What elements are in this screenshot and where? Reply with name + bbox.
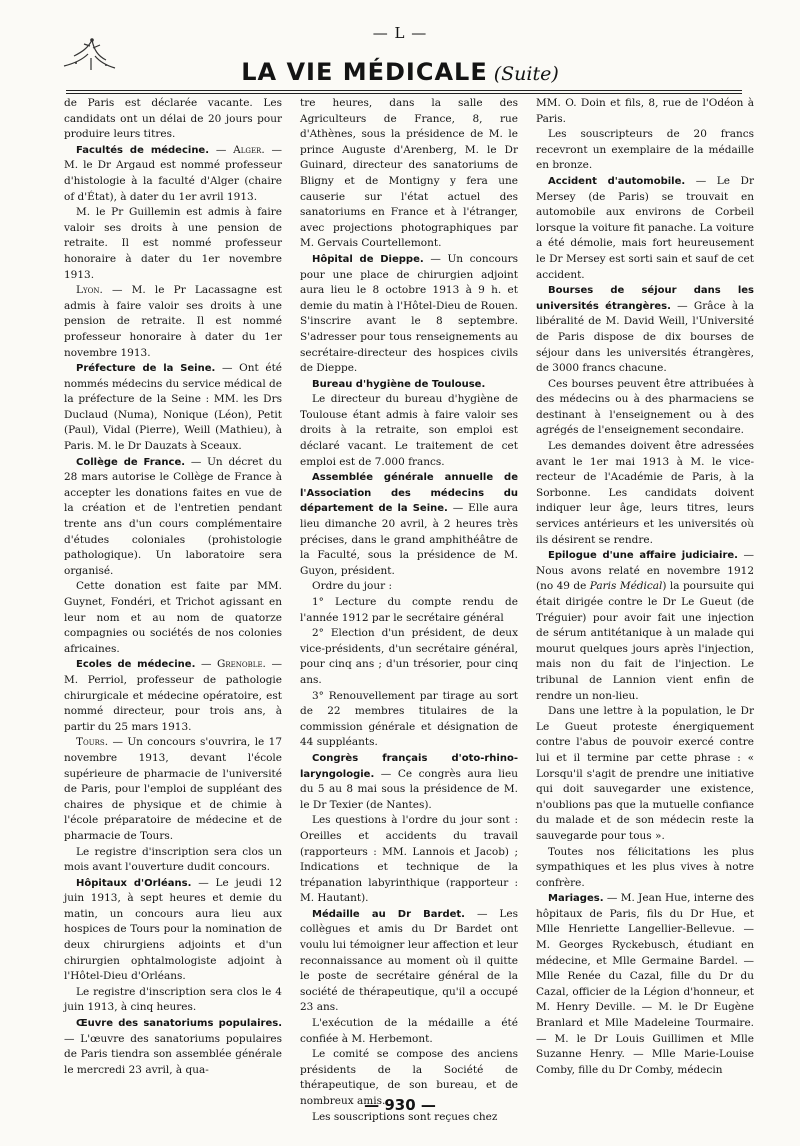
news-item-congres: [300, 751, 518, 813]
page-marker: — L —: [372, 24, 428, 42]
column-3: [536, 96, 754, 1096]
paragraph: Les souscripteurs de 20 francs recevront un exemplaire de la médaille en bronze.: [536, 128, 754, 172]
column-1: [64, 96, 282, 1096]
journal-title: Paris Médical: [589, 580, 663, 593]
paragraph: Ces bourses peuvent être attribuées à des médecins ou à des pharmaciens se destinant à l'enseignement ou à des agrégés de l'enseignement secondaire.: [536, 377, 754, 437]
news-item-lyon: [64, 283, 282, 361]
news-item-dieppe: [300, 252, 518, 377]
paragraph: Le registre d'inscription sera clos le 4 juin 1913, à cinq heures.: [64, 985, 282, 1014]
item-heading: Collège de France.: [76, 456, 186, 468]
item-place: Tours.: [76, 736, 109, 749]
news-item-tours: [64, 735, 282, 844]
paragraph: tre heures, dans la salle des Agriculteurs de France, 8, rue d'Athènes, sous la présidence de M. le prince Auguste d'Arenberg, M. le Dr Guinard, directeur des sanatoriums de Bligny et de Montigny y fera une causerie sur l'état actuel des sanatoriums en France et à l'étranger, avec projections photographiques par M. Gervais Courtellemont.: [300, 97, 518, 250]
item-heading: Bureau d'hygiène de Toulouse.: [312, 378, 486, 390]
item-text: ) la poursuite qui était dirigée contre le Dr Le Gueut (de Tréguier) pour avoir fait une injection de sérum antitétanique à un malade qui mourut quelques jours après l'injection, mais non du fait de l'injection. Le tribunal de Lannion vient enfin de rendre un non-lieu.: [536, 580, 754, 702]
item-heading: Bourses de séjour dans les universités étrangères.: [536, 285, 754, 312]
item-heading: Accident d'automobile.: [548, 175, 686, 187]
item-text: — Le jeudi 12 juin 1913, à sept heures et demie du matin, un concours aura lieu aux hospices de Tours pour la nomination de deux chirurgiens adjoints et d'un chirurgien ophtalmologiste adjoint à l'Hôtel-Dieu d'Orléans.: [64, 876, 283, 983]
paragraph: Toutes nos félicitations les plus sympathiques et les plus vives à notre confrère.: [536, 845, 754, 889]
paragraph: Le directeur du bureau d'hygiène de Toulouse étant admis à faire valoir ses droits à la retraite, son emploi est déclaré vacant. Le traitement de cet emploi est de 7.000 francs.: [300, 393, 518, 468]
item-heading: Médaille au Dr Bardet.: [312, 908, 465, 920]
paragraph: de Paris est déclarée vacante. Les candidats ont un délai de 20 jours pour produire leurs titres.: [64, 97, 282, 141]
item-text: — Les collègues et amis du Dr Bardet ont voulu lui témoigner leur affection et leur reconnaissance au moment où il quitte le poste de secrétaire général de la société de thérapeutique, qu'il a occupé 23 ans.: [300, 907, 518, 1014]
item-text: — Ce congrès aura lieu du 5 au 8 mai sous la présidence de M. le Dr Texier (de Nantes).: [300, 767, 518, 811]
paragraph: Le comité se compose des anciens présidents de la Société de thérapeutique, de son bureau, et de nombreux amis.: [300, 1048, 518, 1107]
page-number: — 930 —: [364, 1096, 436, 1114]
item-text: — Un décret du 28 mars autorise le Collège de France à accepter les donations faites en vue de la création et de l'entretien pendant trente ans d'un cours complémentaire d'études coloniales (prohistologie pathologique). Un laboratoire sera organisé.: [64, 455, 282, 577]
paragraph: Les questions à l'ordre du jour sont : Oreilles et accidents du travail (rapporteurs : MM. Lannois et Jacob) ; Indications et technique de la trépanation labyrinthique (rapporteur : M. Hautant).: [300, 814, 518, 905]
item-heading: Œuvre des sanatoriums populaires.: [76, 1018, 282, 1030]
news-item-bourses: [536, 283, 754, 377]
item-heading: Epilogue d'une affaire judiciaire.: [548, 550, 738, 562]
title-suite: (Suite): [493, 63, 559, 85]
item-heading: Facultés de médecine.: [76, 144, 210, 156]
page-title: LA VIE MÉDICALE: [241, 58, 488, 86]
paragraph: Le registre d'inscription sera clos un mois avant l'ouverture dudit concours.: [64, 845, 282, 874]
news-item-ecoles: [64, 657, 282, 735]
item-heading: Ecoles de médecine.: [76, 659, 196, 671]
paragraph: Les demandes doivent être adressées avant le 1er mai 1913 à M. le vice-recteur de l'Académie de Paris, à la Sorbonne. Les candidats doivent indiquer leur âge, leurs titres, leurs services antérieurs et les universités où ils désirent se rendre.: [536, 440, 754, 546]
news-item-accident: [536, 174, 754, 283]
paragraph: Ordre du jour :: [312, 580, 392, 593]
item-text: — M. le Dr Argaud est nommé professeur d'histologie à la faculté d'Alger (chaire of d'État), à dater du 1er avril 1913.: [64, 143, 282, 203]
news-item-assemblee: [300, 470, 518, 579]
paragraph: M. le Pr Guillemin est admis à faire valoir ses droits à une pension de retraite. Il est nommé professeur honoraire à dater du 1er novembre 1913.: [64, 206, 282, 281]
item-text: — Grâce à la libéralité de M. David Weill, l'Université de Paris dispose de dix bourses de séjour dans les universités étrangères, de 3000 francs chacune.: [536, 299, 754, 375]
news-item-oeuvre: [64, 1016, 282, 1078]
item-heading: Hôpitaux d'Orléans.: [76, 877, 192, 889]
paragraph: L'exécution de la médaille a été confiée à M. Herbemont.: [300, 1017, 518, 1045]
item-place: Lyon.: [76, 284, 103, 297]
news-item-prefecture: [64, 361, 282, 455]
agenda-item: 2° Election d'un président, de deux vice-présidents, d'un secrétaire général, pour cinq ans ; d'un trésorier, pour cinq ans.: [300, 627, 518, 686]
item-heading: Préfecture de la Seine.: [76, 363, 216, 375]
item-heading: Hôpital de Dieppe.: [312, 253, 424, 265]
item-text: — Ont été nommés médecins du service médical de la préfecture de la Seine : MM. les Drs Duclaud (Numa), Nonique (Léon), Petit (Paul), Vidal (Pierre), Weill (Mathieu), à Paris. M. le Dr Dauzats à Sceaux.: [64, 362, 282, 453]
item-heading: Mariages.: [548, 893, 604, 905]
item-text: — M. Perriol, professeur de pathologie chirurgicale et médecine opératoire, est nommé directeur, pour trois ans, à partir du 25 mars 1913.: [64, 658, 282, 733]
news-item-orleans: [64, 876, 282, 985]
paragraph: Les souscriptions sont reçues chez: [312, 1110, 498, 1123]
news-item-bureau: [300, 377, 518, 393]
item-heading: Assemblée générale annuelle de l'Association des médecins du département de la Seine.: [300, 472, 518, 515]
item-place: — Grenoble.: [200, 658, 266, 671]
item-text: — Nous avons relaté en novembre 1912 (no 49 de: [536, 549, 755, 593]
item-text: — Un concours s'ouvrira, le 17 novembre 1913, devant l'école supérieure de pharmacie de l'université de Paris, pour l'emploi de suppléant des chaires de physique et de chimie à l'école préparatoire de médecine et de pharmacie de Tours.: [64, 736, 283, 842]
news-item-medaille: [300, 907, 518, 1016]
agenda-item: 1° Lecture du compte rendu de l'année 1912 par le secrétaire général: [300, 596, 518, 624]
item-place: Alger.: [233, 143, 265, 156]
news-item-facultes: Facultés de médecine. — Alger. — M. le Dr Argaud est nommé professeur d'histologie à la faculté d'Alger (chaire of d'État), à dater du 1er avril 1913.: [64, 143, 282, 203]
masthead: [0, 58, 800, 86]
item-heading: Congrès français d'oto-rhino-laryngologie.: [300, 752, 518, 780]
news-item-mariages: [536, 891, 754, 1078]
item-text: — L'œuvre des sanatoriums populaires de Paris tiendra son assemblée générale le mercredi 23 avril, à qua-: [64, 1032, 282, 1076]
paragraph: MM. O. Doin et fils, 8, rue de l'Odéon à Paris.: [536, 97, 754, 125]
agenda-item: 3° Renouvellement par tirage au sort de 22 membres titulaires de la commission générale et désignation de 44 suppléants.: [300, 689, 518, 749]
header-rule: [66, 90, 742, 91]
item-text: — Le Dr Mersey (de Paris) se trouvait en automobile aux environs de Corbeil lorsque la voiture fit panache. La voiture a été démolie, mais fort heureusement le Dr Mersey est sorti sain et sauf de cet accident.: [536, 174, 754, 281]
item-text: — Elle aura lieu dimanche 20 avril, à 2 heures très précises, dans le grand amphithéâtre de la Faculté, sous la présidence de M. Guyon, président.: [300, 502, 518, 577]
news-item-college: [64, 455, 282, 580]
item-text: — Un concours pour une place de chirurgien adjoint aura lieu le 8 octobre 1913 à 9 h. et demie du matin à l'Hôtel-Dieu de Rouen. S'inscrire avant le 8 septembre. S'adresser pour tous renseignements au secrétaire-directeur des hospices civils de Dieppe.: [300, 252, 519, 375]
header-rule-thin: [66, 93, 742, 94]
news-item-epilogue: [536, 548, 754, 704]
paragraph: Cette donation est faite par MM. Guynet, Fondéri, et Trichot agissant en leur nom et au nom de quatorze compagnies ou sociétés de nos colonies africaines.: [64, 580, 282, 655]
item-text: — M. Jean Hue, interne des hôpitaux de Paris, fils du Dr Hue, et Mlle Henriette Langellier-Bellevue. — M. Georges Ryckebusch, étudiant en médecine, et Mlle Germaine Bardel. — Mlle Renée du Cazal, fille du Dr du Cazal, officier de la Légion d'honneur, et M. Henry Deville. — M. le Dr Eugène Branlard et Mlle Madeleine Tourmaire.— M. le Dr Louis Guillimen et Mlle Suzanne Henry. — Mlle Marie-Louise Comby, fille du Dr Comby, médecin: [536, 892, 754, 1076]
item-text: — M. le Pr Lacassagne est admis à faire valoir ses droits à une pension de retraite. Il est nommé professeur honoraire à dater du 1er novembre 1913.: [64, 284, 282, 359]
paragraph: Dans une lettre à la population, le Dr Le Gueut proteste énergiquement contre l'abus de pouvoir exercé contre lui et il termine par cette phrase : « Lorsqu'il s'agit de prendre une initiative qui doit sauvegarder une existence, n'oublions pas que la mutuelle confiance du malade et de son médecin reste la sauvegarde pour tous ».: [536, 705, 754, 842]
